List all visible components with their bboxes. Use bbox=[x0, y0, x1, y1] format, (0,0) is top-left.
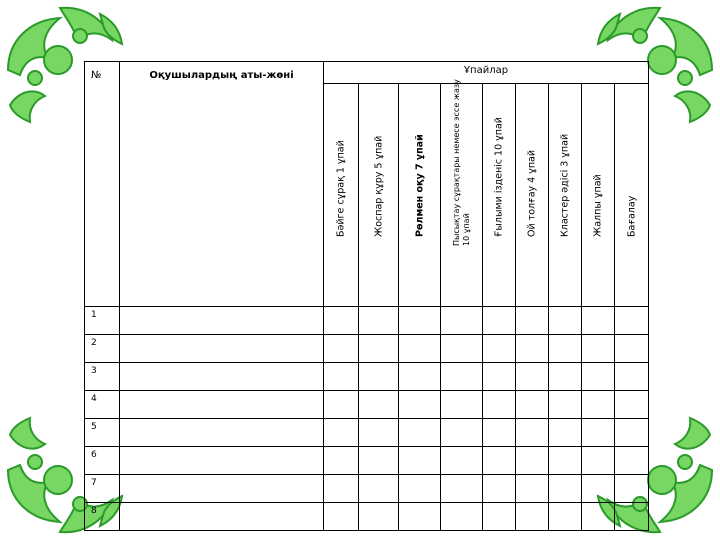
student-name-cell[interactable] bbox=[120, 335, 324, 363]
criterion-header bbox=[324, 84, 359, 307]
score-cell[interactable] bbox=[516, 307, 549, 335]
score-cell[interactable] bbox=[582, 503, 615, 531]
score-cell[interactable] bbox=[441, 307, 483, 335]
table-row bbox=[85, 447, 649, 475]
score-cell[interactable] bbox=[359, 363, 399, 391]
score-cell[interactable] bbox=[483, 503, 516, 531]
score-cell[interactable] bbox=[399, 419, 441, 447]
student-name-cell[interactable] bbox=[120, 363, 324, 391]
criterion-label: Пысықтау сұрақтары немесе эссе жазу 10 ұпай bbox=[451, 79, 471, 246]
criterion-header bbox=[615, 84, 649, 307]
score-cell[interactable] bbox=[399, 391, 441, 419]
score-cell[interactable] bbox=[582, 447, 615, 475]
score-cell[interactable] bbox=[516, 503, 549, 531]
score-cell[interactable] bbox=[441, 447, 483, 475]
criterion-header bbox=[399, 84, 441, 307]
score-cell[interactable] bbox=[615, 363, 649, 391]
criterion-label: Бағалау bbox=[626, 195, 637, 237]
score-cell[interactable] bbox=[441, 391, 483, 419]
score-cell[interactable] bbox=[399, 307, 441, 335]
score-cell[interactable] bbox=[359, 475, 399, 503]
score-cell[interactable] bbox=[549, 391, 582, 419]
score-cell[interactable] bbox=[615, 419, 649, 447]
student-name-cell[interactable] bbox=[120, 447, 324, 475]
number-column-header: № bbox=[85, 62, 120, 307]
score-cell[interactable] bbox=[399, 335, 441, 363]
score-cell[interactable] bbox=[483, 307, 516, 335]
score-cell[interactable] bbox=[483, 475, 516, 503]
student-name-cell[interactable] bbox=[120, 475, 324, 503]
score-cell[interactable] bbox=[359, 335, 399, 363]
score-cell[interactable] bbox=[615, 503, 649, 531]
criterion-header bbox=[549, 84, 582, 307]
score-cell[interactable] bbox=[324, 391, 359, 419]
score-cell[interactable] bbox=[324, 335, 359, 363]
row-number: 7 bbox=[85, 475, 120, 503]
score-cell[interactable] bbox=[399, 503, 441, 531]
score-cell[interactable] bbox=[399, 447, 441, 475]
score-cell[interactable] bbox=[324, 447, 359, 475]
criterion-header bbox=[483, 84, 516, 307]
score-cell[interactable] bbox=[483, 391, 516, 419]
score-cell[interactable] bbox=[441, 419, 483, 447]
score-cell[interactable] bbox=[516, 363, 549, 391]
score-cell[interactable] bbox=[359, 391, 399, 419]
score-cell[interactable] bbox=[615, 335, 649, 363]
score-cell[interactable] bbox=[483, 335, 516, 363]
table-row bbox=[85, 475, 649, 503]
score-cell[interactable] bbox=[516, 475, 549, 503]
score-cell[interactable] bbox=[615, 391, 649, 419]
points-group-header: Ұпайлар bbox=[324, 62, 649, 84]
row-number: 2 bbox=[85, 335, 120, 363]
row-number: 6 bbox=[85, 447, 120, 475]
score-cell[interactable] bbox=[324, 307, 359, 335]
row-number: 8 bbox=[85, 503, 120, 531]
score-cell[interactable] bbox=[483, 447, 516, 475]
row-number: 3 bbox=[85, 363, 120, 391]
student-name-cell[interactable] bbox=[120, 419, 324, 447]
row-number: 5 bbox=[85, 419, 120, 447]
score-cell[interactable] bbox=[441, 475, 483, 503]
row-number: 4 bbox=[85, 391, 120, 419]
score-cell[interactable] bbox=[324, 475, 359, 503]
student-name-cell[interactable] bbox=[120, 503, 324, 531]
table-row bbox=[85, 503, 649, 531]
table-row bbox=[85, 363, 649, 391]
score-cell[interactable] bbox=[582, 475, 615, 503]
score-cell[interactable] bbox=[359, 419, 399, 447]
score-cell[interactable] bbox=[516, 447, 549, 475]
criterion-header bbox=[582, 84, 615, 307]
table-row bbox=[85, 335, 649, 363]
score-cell[interactable] bbox=[549, 419, 582, 447]
score-cell[interactable] bbox=[441, 335, 483, 363]
score-cell[interactable] bbox=[516, 335, 549, 363]
score-cell[interactable] bbox=[324, 503, 359, 531]
criterion-header bbox=[516, 84, 549, 307]
score-cell[interactable] bbox=[582, 307, 615, 335]
score-cell[interactable] bbox=[359, 307, 399, 335]
score-cell[interactable] bbox=[615, 447, 649, 475]
score-cell[interactable] bbox=[516, 419, 549, 447]
score-cell[interactable] bbox=[615, 475, 649, 503]
score-cell[interactable] bbox=[549, 503, 582, 531]
score-cell[interactable] bbox=[582, 363, 615, 391]
score-cell[interactable] bbox=[483, 419, 516, 447]
table-row bbox=[85, 419, 649, 447]
criterion-label: Ғылыми ізденіс 10 ұпай bbox=[493, 117, 505, 237]
score-cell[interactable] bbox=[549, 335, 582, 363]
row-number: 1 bbox=[85, 307, 120, 335]
score-cell[interactable] bbox=[441, 503, 483, 531]
criterion-label: Бәйге сұрақ 1 ұпай bbox=[335, 140, 347, 237]
criterion-label: Кластер әдісі 3 ұпай bbox=[559, 133, 571, 237]
criterion-label: Ой толғау 4 ұпай bbox=[526, 149, 538, 237]
criterion-header bbox=[359, 84, 399, 307]
score-cell[interactable] bbox=[582, 419, 615, 447]
score-cell[interactable] bbox=[359, 503, 399, 531]
score-cell[interactable] bbox=[549, 475, 582, 503]
score-cell[interactable] bbox=[516, 391, 549, 419]
criterion-header bbox=[441, 79, 483, 307]
score-cell[interactable] bbox=[549, 447, 582, 475]
grading-table bbox=[84, 61, 649, 531]
table-row bbox=[85, 391, 649, 419]
student-name-cell[interactable] bbox=[120, 391, 324, 419]
score-cell[interactable] bbox=[324, 419, 359, 447]
score-cell[interactable] bbox=[359, 447, 399, 475]
score-cell[interactable] bbox=[549, 363, 582, 391]
criterion-label: Рөлмен оқу 7 ұпай bbox=[414, 134, 425, 237]
score-cell[interactable] bbox=[441, 363, 483, 391]
score-cell[interactable] bbox=[582, 391, 615, 419]
score-cell[interactable] bbox=[399, 475, 441, 503]
score-cell[interactable] bbox=[399, 363, 441, 391]
score-cell[interactable] bbox=[582, 335, 615, 363]
score-cell[interactable] bbox=[615, 307, 649, 335]
criterion-label: Жалпы ұпай bbox=[592, 174, 604, 237]
criterion-label: Жоспар құру 5 ұпай bbox=[373, 135, 384, 237]
score-cell[interactable] bbox=[549, 307, 582, 335]
score-cell[interactable] bbox=[483, 363, 516, 391]
student-name-cell[interactable] bbox=[120, 307, 324, 335]
student-rows bbox=[85, 307, 649, 531]
student-name-column-header: Оқушылардың аты-жөні bbox=[120, 62, 324, 307]
table-row bbox=[85, 307, 649, 335]
score-cell[interactable] bbox=[324, 363, 359, 391]
